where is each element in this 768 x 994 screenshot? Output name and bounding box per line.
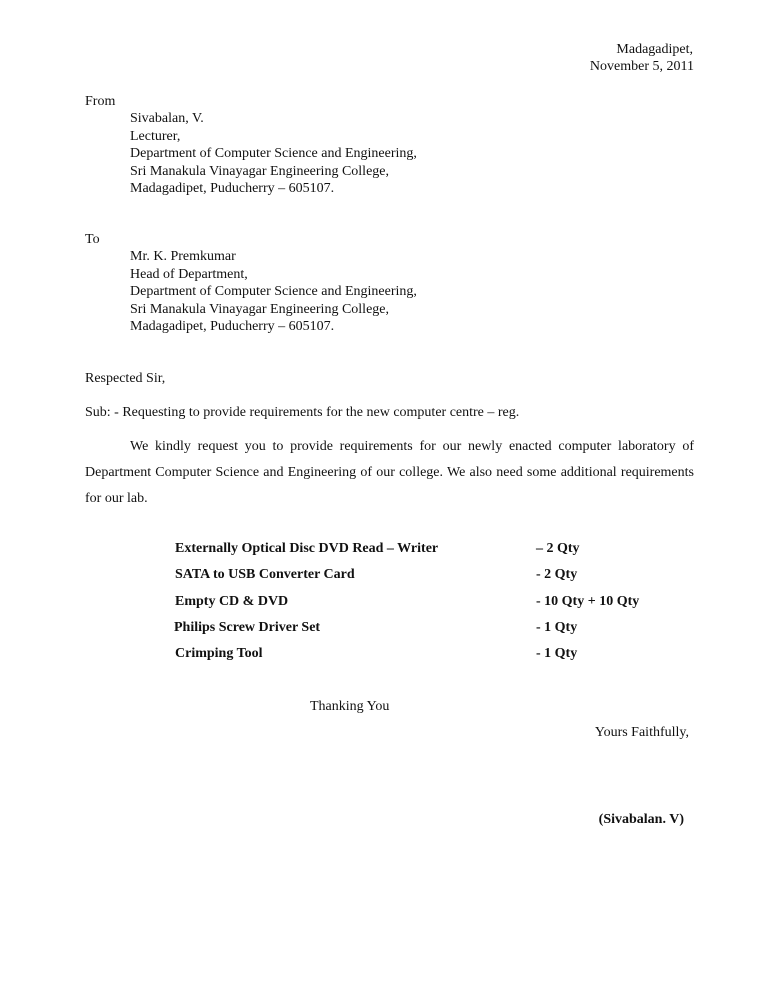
requirement-qty: - 10 Qty + 10 Qty bbox=[536, 593, 640, 609]
to-label: To bbox=[85, 232, 100, 247]
thanking-line: Thanking You bbox=[310, 699, 390, 714]
requirement-qty: - 1 Qty bbox=[536, 619, 578, 635]
requirement-row bbox=[175, 646, 695, 672]
requirement-qty: - 2 Qty bbox=[536, 567, 578, 583]
letter-place: Madagadipet, bbox=[616, 42, 693, 57]
from-address bbox=[130, 110, 417, 198]
salutation: Respected Sir, bbox=[85, 371, 166, 386]
requirement-item: Philips Screw Driver Set bbox=[174, 619, 321, 635]
body-text: We kindly request you to provide requirements for our newly enacted computer laboratory of Department Computer Science and Engineering of our college. We also need some additional requirements for our lab. bbox=[85, 439, 694, 506]
from-line: Sri Manakula Vinayagar Engineering College, bbox=[130, 163, 389, 179]
subject-line: Sub: - Requesting to provide requirements for the new computer centre – reg. bbox=[85, 405, 520, 420]
requirement-item: Crimping Tool bbox=[175, 646, 263, 662]
requirement-qty: – 2 Qty bbox=[536, 541, 580, 556]
from-line: Department of Computer Science and Engineering, bbox=[130, 146, 417, 161]
to-line: Department of Computer Science and Engineering, bbox=[130, 284, 417, 299]
to-line: Sri Manakula Vinayagar Engineering College, bbox=[130, 301, 389, 317]
letter-date: November 5, 2011 bbox=[589, 59, 694, 74]
to-line: Head of Department, bbox=[130, 266, 248, 282]
requirement-row bbox=[175, 594, 695, 620]
from-line: Sivabalan, V. bbox=[130, 111, 204, 126]
to-line: Mr. K. Premkumar bbox=[130, 249, 236, 264]
from-line: Madagadipet, Puducherry – 605107. bbox=[130, 181, 335, 196]
requirement-row bbox=[175, 620, 695, 646]
requirement-qty: - 1 Qty bbox=[536, 646, 578, 662]
from-label: From bbox=[85, 94, 116, 109]
requirement-row bbox=[175, 541, 695, 567]
valediction: Yours Faithfully, bbox=[594, 725, 689, 740]
to-address bbox=[130, 248, 417, 336]
requirement-item: Empty CD & DVD bbox=[175, 593, 289, 609]
body-paragraph bbox=[85, 434, 694, 512]
requirement-item: Externally Optical Disc DVD Read – Writer bbox=[175, 541, 439, 556]
signature-name: (Sivabalan. V) bbox=[598, 812, 684, 827]
requirement-item: SATA to USB Converter Card bbox=[175, 567, 355, 583]
from-line: Lecturer, bbox=[130, 128, 181, 144]
requirement-row bbox=[175, 567, 695, 593]
requirements-list bbox=[175, 541, 695, 672]
to-line: Madagadipet, Puducherry – 605107. bbox=[130, 319, 335, 334]
